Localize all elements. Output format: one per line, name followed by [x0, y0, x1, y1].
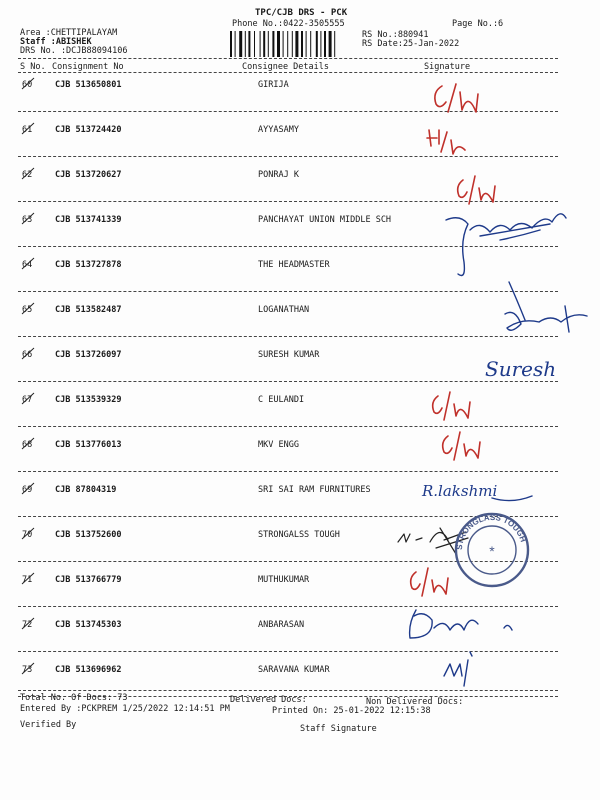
tick-mark-icon — [20, 167, 36, 181]
tick-mark-icon — [20, 482, 36, 496]
row-consignee: PONRAJ K — [258, 170, 299, 180]
column-divider — [18, 72, 558, 73]
row-consignee: SARAVANA KUMAR — [258, 665, 330, 675]
row-consignment: CJB 513696962 — [55, 665, 122, 675]
column-sno: S No. — [20, 62, 46, 72]
signature-60 — [430, 82, 490, 117]
row-consignee: SRI SAI RAM FURNITURES — [258, 485, 371, 495]
tick-mark-icon — [20, 392, 36, 406]
svg-text:*: * — [489, 543, 495, 559]
row-sno: 73 — [22, 665, 33, 675]
row-consignment: CJB 513724420 — [55, 125, 122, 135]
tick-mark-icon — [20, 527, 36, 541]
table-row — [0, 80, 600, 122]
row-consignment: CJB 513539329 — [55, 395, 122, 405]
phone-number: Phone No.:0422-3505555 — [232, 19, 345, 29]
non-delivered-docs: Non Delivered Docs: — [366, 697, 464, 707]
row-consignment: CJB 513726097 — [55, 350, 122, 360]
row-sno: 67 — [22, 395, 33, 405]
signature-67 — [430, 392, 480, 425]
row-sno: 72 — [22, 620, 33, 630]
row-consignee: MUTHUKUMAR — [258, 575, 310, 585]
signature-61 — [425, 128, 475, 163]
row-consignee: ANBARASAN — [258, 620, 305, 630]
row-sno: 71 — [22, 575, 33, 585]
row-divider — [18, 156, 558, 157]
tick-mark-icon — [20, 122, 36, 136]
footer-divider — [18, 690, 558, 691]
row-consignment: CJB 513650801 — [55, 80, 122, 90]
svg-text:Suresh: Suresh — [485, 357, 557, 381]
page-number: Page No.:6 — [452, 19, 504, 29]
row-consignee: GIRIJA — [258, 80, 289, 90]
row-consignee: LOGANATHAN — [258, 305, 310, 315]
row-consignment: CJB 513741339 — [55, 215, 122, 225]
tick-mark-icon — [20, 572, 36, 586]
row-consignee: THE HEADMASTER — [258, 260, 330, 270]
row-divider — [18, 291, 558, 292]
printed-on: Printed On: 25-01-2022 12:15:38 — [272, 706, 431, 716]
row-consignment: CJB 87804319 — [55, 485, 117, 495]
table-row — [0, 125, 600, 167]
tick-mark-icon — [20, 662, 36, 676]
verified-by: Verified By — [20, 720, 77, 730]
column-consignee: Consignee Details — [242, 62, 329, 72]
row-consignment: CJB 513752600 — [55, 530, 122, 540]
signature-71 — [408, 566, 458, 601]
row-consignment: CJB 513727878 — [55, 260, 122, 270]
row-sno: 66 — [22, 350, 33, 360]
row-sno: 60 — [22, 80, 33, 90]
row-sno: 68 — [22, 440, 33, 450]
drs-number: DRS No. :DCJB88094106 — [20, 46, 128, 56]
tick-mark-icon — [20, 257, 36, 271]
row-divider — [18, 381, 558, 382]
rs-date: RS Date:25-Jan-2022 — [362, 39, 460, 49]
row-consignee: SURESH KUMAR — [258, 350, 320, 360]
signature-73 — [440, 646, 500, 695]
row-consignee: PANCHAYAT UNION MIDDLE SCH — [258, 215, 392, 225]
row-consignee: MKV ENGG — [258, 440, 299, 450]
row-consignment: CJB 513582487 — [55, 305, 122, 315]
signature-66 — [485, 350, 575, 389]
column-signature: Signature — [424, 62, 471, 72]
table-row — [0, 395, 600, 437]
row-consignment: CJB 513776013 — [55, 440, 122, 450]
row-sno: 61 — [22, 125, 33, 135]
row-sno: 63 — [22, 215, 33, 225]
row-consignment: CJB 513766779 — [55, 575, 122, 585]
tick-mark-icon — [20, 437, 36, 451]
tick-mark-icon — [20, 347, 36, 361]
header-divider — [18, 58, 558, 59]
row-consignee: AYYASAMY — [258, 125, 299, 135]
row-sno: 64 — [22, 260, 33, 270]
total-docs: Total No. Of Docs: 73 — [20, 693, 128, 703]
stamp-seal — [452, 510, 532, 593]
entered-by: Entered By :PCKPREM 1/25/2022 12:14:51 PM — [20, 704, 230, 714]
tick-mark-icon — [20, 617, 36, 631]
svg-text:R.lakshmi: R.lakshmi — [422, 482, 498, 500]
rs-number: RS No.:880941 — [362, 30, 429, 40]
area-label: Area :CHETTIPALAYAM — [20, 28, 118, 38]
signature-63 — [440, 200, 570, 283]
row-divider — [18, 336, 558, 337]
tick-mark-icon — [20, 302, 36, 316]
row-sno: 70 — [22, 530, 33, 540]
signature-65 — [495, 280, 595, 343]
row-consignment: CJB 513745303 — [55, 620, 122, 630]
row-divider — [18, 471, 558, 472]
column-consignment: Consignment No — [52, 62, 124, 72]
row-sno: 62 — [22, 170, 33, 180]
signature-68 — [440, 432, 490, 465]
row-sno: 65 — [22, 305, 33, 315]
document-title: TPC/CJB DRS - PCK — [255, 8, 348, 18]
row-sno: 69 — [22, 485, 33, 495]
row-consignment: CJB 513720627 — [55, 170, 122, 180]
row-consignee: C EULANDI — [258, 395, 305, 405]
barcode — [230, 31, 360, 57]
signature-69 — [422, 474, 542, 509]
row-divider — [18, 426, 558, 427]
staff-signature: Staff Signature — [300, 724, 377, 734]
row-consignee: STRONGALSS TOUGH — [258, 530, 340, 540]
tick-mark-icon — [20, 212, 36, 226]
delivered-docs: Delivered Docs: — [230, 695, 307, 705]
tick-mark-icon — [20, 77, 36, 91]
svg-text:STRONGLASS TOUGH: STRONGLASS TOUGH — [454, 512, 528, 551]
staff-label: Staff :ABISHEK — [20, 37, 92, 47]
